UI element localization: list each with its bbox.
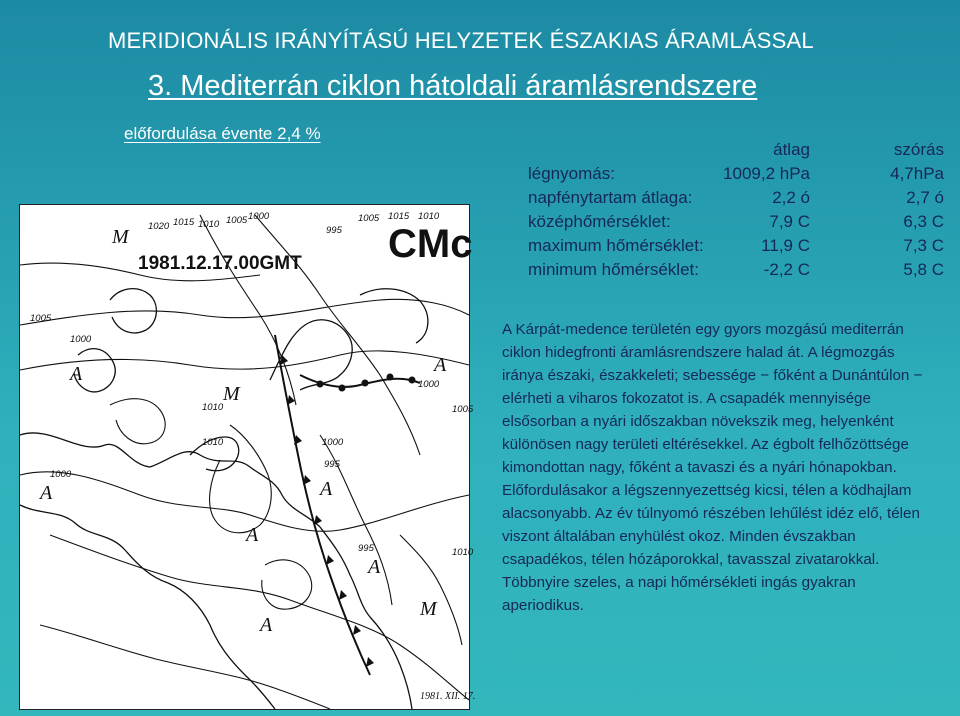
stats-label: légnyomás: — [528, 164, 615, 183]
stats-sd: 6,3 C — [903, 212, 944, 231]
isobar-label: 1010 — [452, 547, 474, 558]
isobar-label: 1010 — [202, 437, 224, 448]
coastline — [20, 505, 275, 709]
isobar-label: 1020 — [148, 221, 170, 232]
stats-avg: 2,2 ó — [772, 188, 810, 207]
coastline — [360, 289, 428, 343]
stats-row — [520, 212, 950, 236]
weather-map-drawing — [20, 205, 476, 709]
isobar-line — [20, 472, 469, 532]
front-marker — [409, 377, 416, 384]
isobar-label: 1010 — [202, 402, 224, 413]
map-date: 1981.12.17.00GMT — [138, 253, 302, 274]
isobar-line — [110, 399, 165, 444]
isobar-line — [262, 560, 312, 609]
description-text: A Kárpát-medence területén egy gyors mozgású mediterrán ciklon hidegfronti áramlásrendszere halad át. A légmozgás iránya északi, északkeleti; sebessége − főként a Dunántúlon − elérheti a viharos fokozatot is. A csapadék mennyisége elsősorban a nyári időszakban növekszik meg, helyenként különösen nagy területi eltérésekkel. Az égbolt felhőzöttsége kimondottan nagy, főként a tavaszi és a nyári hónapokban. Előfordulásakor a légszennyezettség kicsi, télen a ködhajlam alacsonyabb. Az év túlnyomó részében lehűlést idéz elő, télen viszont általában enyhülést okoz. Minden évszakban csapadékos, télen hózáporokkal, tavasszal zivatarokkal. Többnyire szeles, a napi hőmérsékleti ingás gyakran aperiodikus. — [502, 321, 923, 614]
isobar-label: 1015 — [388, 211, 410, 222]
front-marker — [317, 381, 324, 388]
high-pressure-center: A — [260, 614, 273, 636]
weather-map — [19, 204, 476, 710]
stats-header-sd: szórás — [893, 140, 944, 159]
stats-row — [520, 236, 950, 260]
isobar-line — [20, 351, 469, 370]
high-pressure-center: A — [320, 478, 333, 500]
isobar-line — [40, 625, 330, 709]
front-marker — [303, 475, 311, 485]
isobar-label: 995 — [324, 459, 340, 470]
high-pressure-center: A — [40, 482, 53, 504]
stats-row — [520, 164, 950, 188]
low-pressure-center: M — [420, 598, 437, 620]
stats-label: napfénytartam átlaga: — [528, 188, 693, 207]
occurrence-frequency: előfordulása évente 2,4 % — [124, 124, 321, 143]
isobar-label: 1010 — [418, 211, 440, 222]
isobar-label: 1015 — [173, 217, 195, 228]
isobar-label: 995 — [326, 225, 342, 236]
front-marker — [326, 555, 334, 565]
low-pressure-center: M — [223, 383, 240, 405]
map-code: CMc — [388, 222, 473, 266]
isobar-label: 1005 — [358, 213, 380, 224]
stats-avg: -2,2 C — [763, 260, 810, 279]
high-pressure-center: A — [246, 524, 259, 546]
map-stamp: 1981. XII. 17. — [420, 691, 476, 702]
stats-row — [520, 188, 950, 212]
stats-sd: 2,7 ó — [906, 188, 944, 207]
statistics-table — [520, 140, 950, 284]
isobar-label: 1005 — [226, 215, 248, 226]
stats-row — [520, 260, 950, 284]
low-pressure-center: M — [112, 226, 129, 248]
isobar-label: 1005 — [452, 404, 474, 415]
front-marker — [353, 625, 361, 635]
high-pressure-center: A — [368, 556, 381, 578]
high-pressure-center: A — [434, 354, 447, 376]
stats-sd: 4,7hPa — [890, 164, 944, 183]
isobar-label: 1000 — [418, 379, 440, 390]
stats-sd: 7,3 C — [903, 236, 944, 255]
slide-heading: MERIDIONÁLIS IRÁNYÍTÁSÚ HELYZETEK ÉSZAKIAS ÁRAMLÁSSAL — [108, 28, 814, 53]
front-marker — [339, 590, 347, 600]
stats-avg: 7,9 C — [769, 212, 810, 231]
stats-label: középhőmérséklet: — [528, 212, 671, 231]
front-marker — [339, 385, 346, 392]
front-marker — [314, 515, 322, 525]
stats-avg: 11,9 C — [761, 236, 810, 255]
isobar-label: 995 — [358, 543, 374, 554]
stats-header-row — [520, 140, 950, 164]
isobar-label: 1000 — [70, 334, 92, 345]
high-pressure-center: A — [70, 363, 83, 385]
isobar-line — [200, 215, 296, 405]
isobar-line — [20, 299, 469, 325]
slide-subtitle: 3. Mediterrán ciklon hátoldali áramlásrendszere — [148, 70, 758, 102]
front-marker — [366, 657, 374, 667]
isobar-label: 1000 — [322, 437, 344, 448]
isobar-label: 1000 — [50, 469, 72, 480]
front-marker — [387, 374, 394, 381]
stats-avg: 1009,2 hPa — [723, 164, 810, 183]
isobar-label: 1005 — [30, 313, 52, 324]
front-marker — [362, 380, 369, 387]
coastline — [20, 433, 412, 709]
stats-header-avg: átlag — [773, 140, 810, 159]
stats-label: maximum hőmérséklet: — [528, 236, 704, 255]
stats-sd: 5,8 C — [903, 260, 944, 279]
stats-label: minimum hőmérséklet: — [528, 260, 699, 279]
isobar-label: 1010 — [198, 219, 220, 230]
isobar-label: 1000 — [248, 211, 270, 222]
